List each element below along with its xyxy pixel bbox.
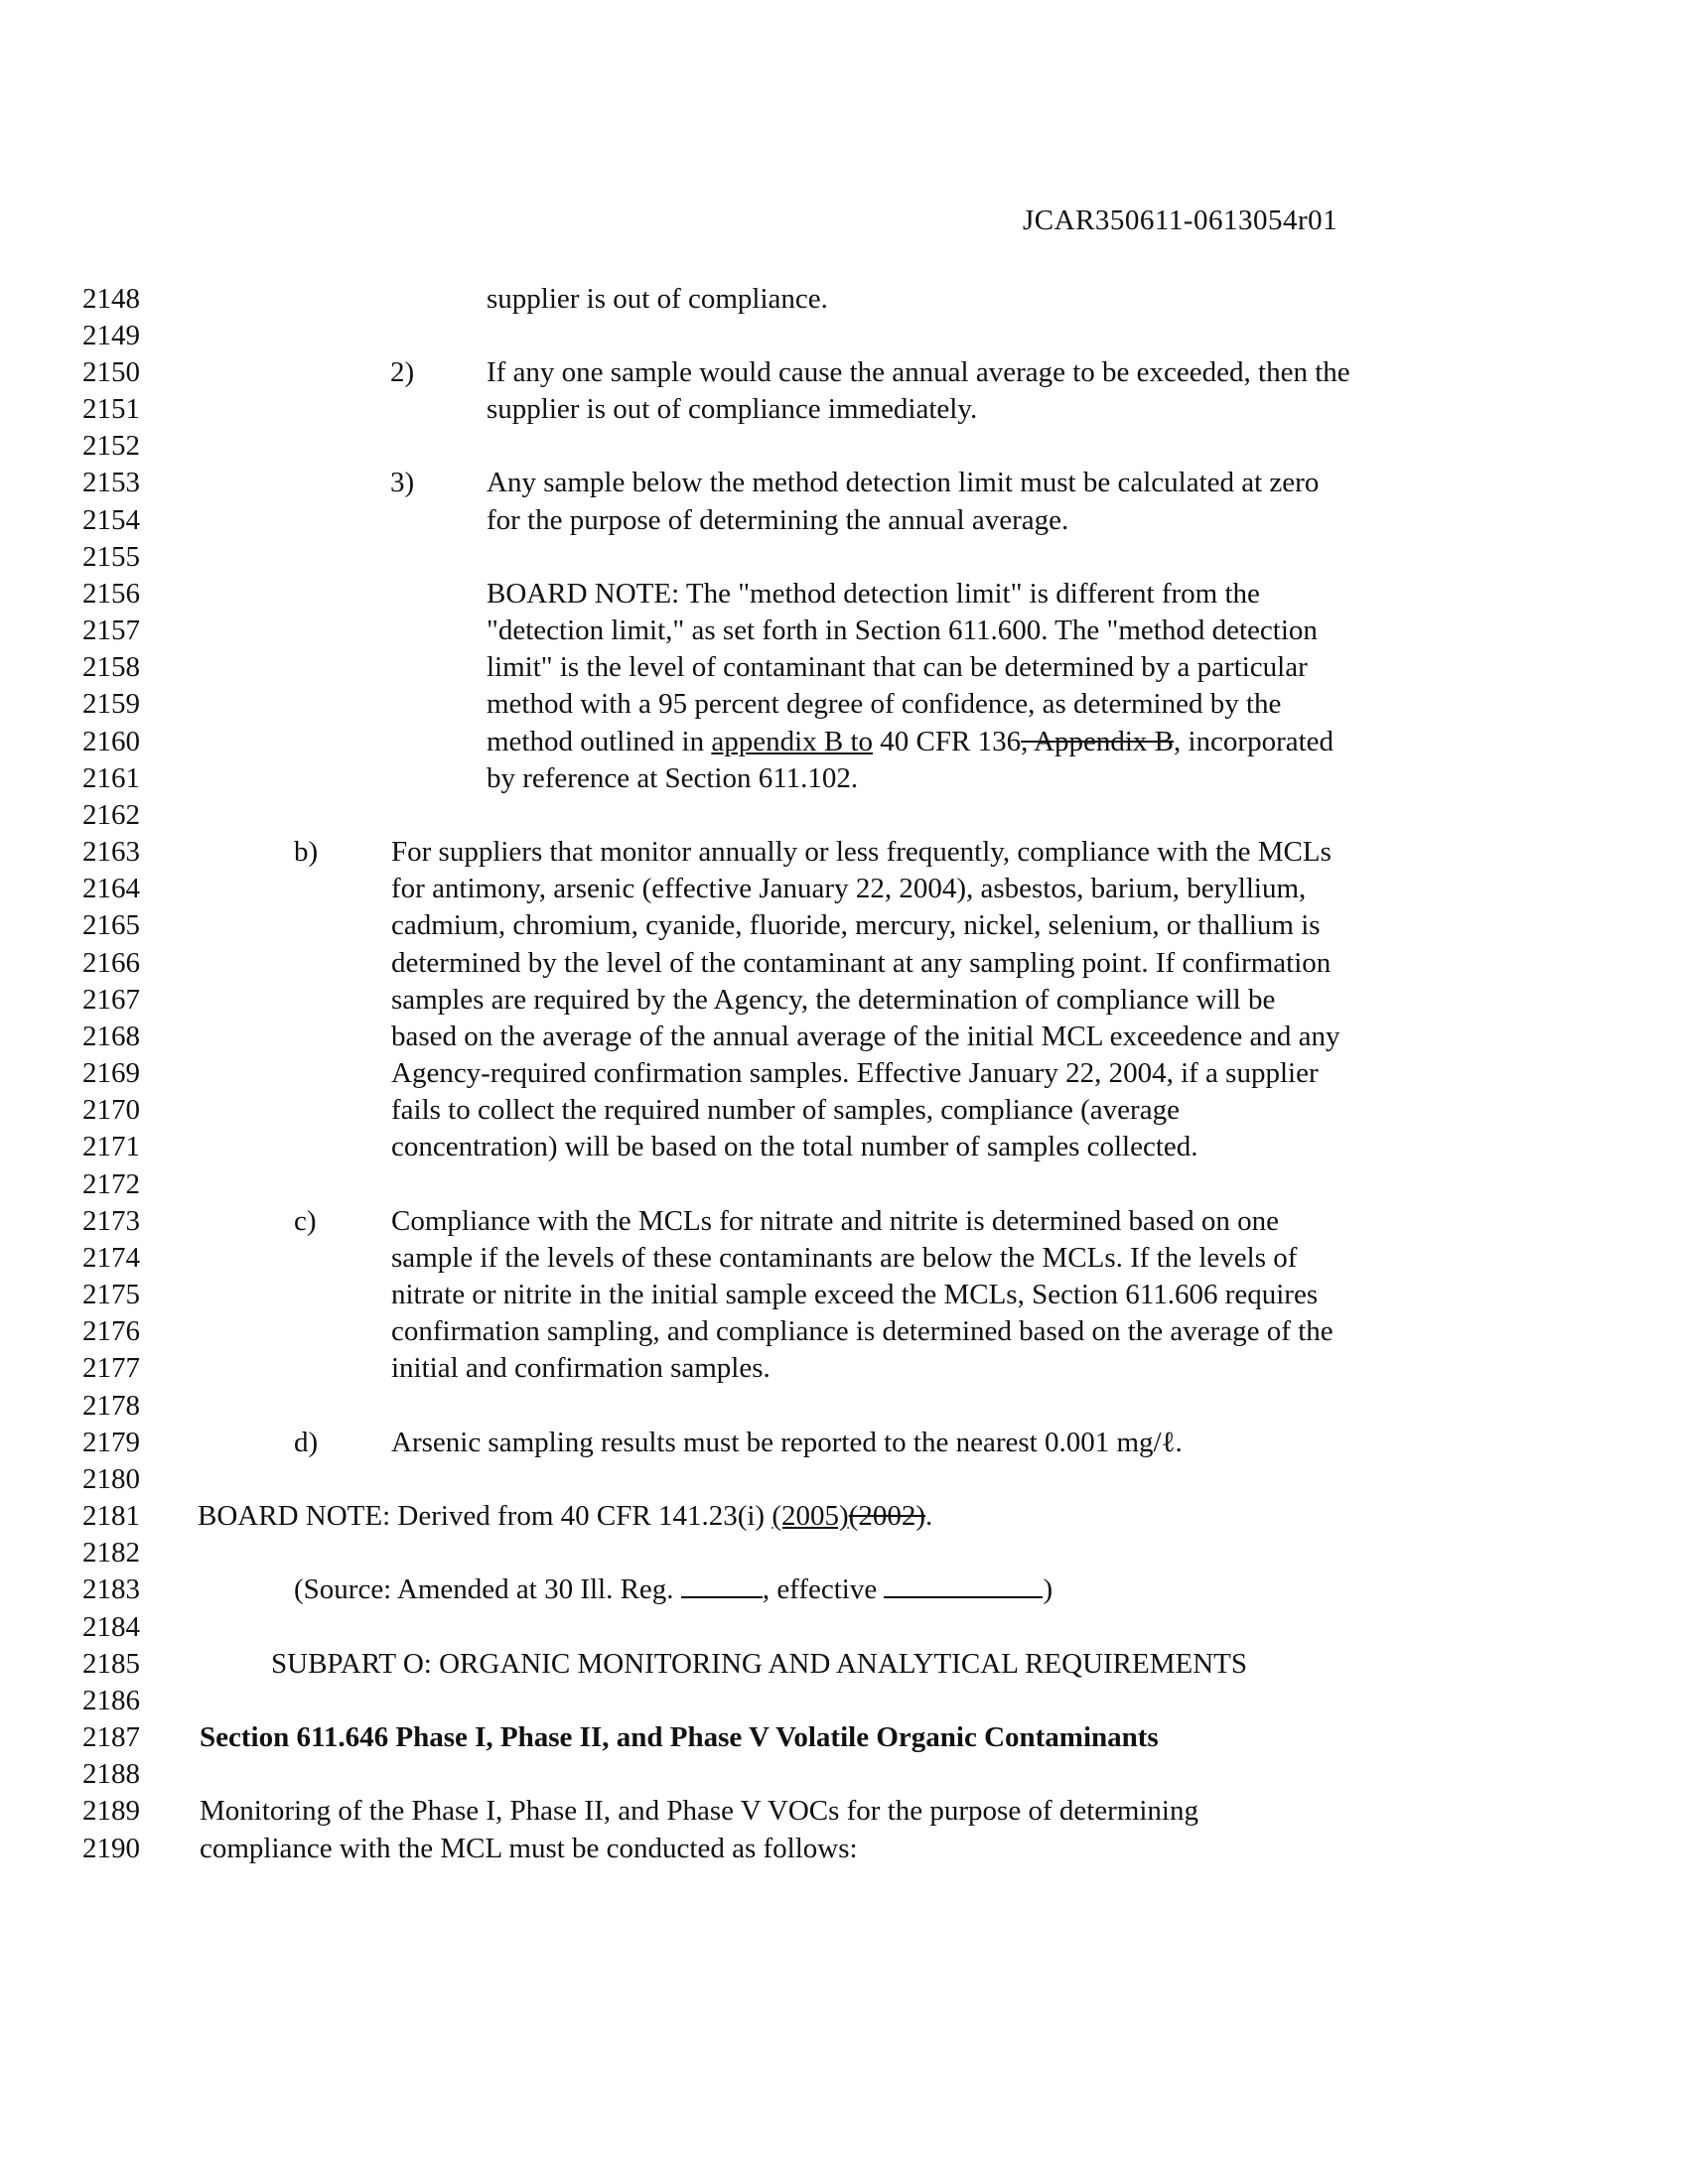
text-line [0,1054,1684,1092]
line-number: 2185 [82,1648,140,1680]
line-number: 2155 [82,541,140,573]
text-line [0,1128,1684,1165]
item-label: 3) [390,467,415,498]
line-number: 2172 [82,1168,140,1200]
text-line [0,464,1684,501]
item-label: b) [294,836,319,868]
line-number: 2181 [82,1500,140,1532]
line-number: 2190 [82,1833,140,1864]
line-number: 2174 [82,1242,140,1274]
line-number: 2168 [82,1021,140,1052]
line-text: "detection limit," as set forth in Section 611.600. The "method detection [487,614,1318,646]
line-number: 2167 [82,984,140,1016]
text-segment: , incorporated [1174,726,1334,757]
text-line [0,1424,1684,1461]
line-text: for antimony, arsenic (effective January 22, 2004), asbestos, barium, beryllium, [391,873,1307,904]
text-line [0,1755,1684,1793]
text-line [0,796,1684,834]
text-line [0,1165,1684,1203]
text-segment: BOARD NOTE: Derived from 40 CFR 141.23(i) [198,1500,772,1532]
line-number: 2170 [82,1094,140,1126]
line-number: 2180 [82,1463,140,1495]
line-text: concentration) will be based on the total number of samples collected. [391,1131,1198,1162]
line-text: confirmation sampling, and compliance is determined based on the average of the [391,1315,1333,1347]
line-number: 2149 [82,320,140,351]
text-line [0,1645,1684,1683]
text-line [0,353,1684,391]
text-line [0,723,1684,760]
document-id: JCAR350611-0613054r01 [1023,205,1338,236]
line-number: 2175 [82,1279,140,1310]
text-line [0,1018,1684,1055]
line-number: 2187 [82,1721,140,1753]
line-number: 2188 [82,1758,140,1790]
source-note [294,1570,1052,1608]
item-label: 2) [390,356,415,388]
line-number: 2169 [82,1057,140,1089]
text-segment: ) [1043,1573,1053,1605]
text-line [0,280,1684,318]
text-line [0,1718,1684,1756]
line-number: 2189 [82,1795,140,1827]
text-line [0,944,1684,982]
inserted-text: (2005) [772,1500,849,1532]
line-text: cadmium, chromium, cyanide, fluoride, mercury, nickel, selenium, or thallium is [391,909,1321,941]
line-text: Arsenic sampling results must be reported to the nearest 0.001 mg/ℓ. [391,1427,1183,1458]
line-text: If any one sample would cause the annual average to be exceeded, then the [487,356,1350,388]
line-number: 2150 [82,356,140,388]
deleted-text: (2002) [848,1500,925,1532]
text-line [0,317,1684,354]
line-number: 2156 [82,578,140,610]
line-number: 2184 [82,1611,140,1643]
line-number: 2159 [82,688,140,720]
line-text: sample if the levels of these contaminants are below the MCLs. If the levels of [391,1242,1298,1274]
line-number: 2148 [82,283,140,315]
line-text: limit" is the level of contaminant that can be determined by a particular [487,651,1308,683]
subpart-heading: SUBPART O: ORGANIC MONITORING AND ANALYTICAL REQUIREMENTS [271,1648,1248,1680]
line-number: 2158 [82,651,140,683]
text-line [0,981,1684,1019]
line-text: Monitoring of the Phase I, Phase II, and Phase V VOCs for the purpose of determining [200,1795,1198,1827]
line-text: For suppliers that monitor annually or less frequently, compliance with the MCLs [391,836,1332,868]
line-number: 2176 [82,1315,140,1347]
line-text: nitrate or nitrite in the initial sample exceed the MCLs, Section 611.606 requires [391,1279,1319,1310]
line-number: 2163 [82,836,140,868]
text-line [0,870,1684,907]
line-number: 2154 [82,504,140,536]
text-line [0,1608,1684,1646]
line-number: 2157 [82,614,140,646]
line-text: Any sample below the method detection limit must be calculated at zero [487,467,1320,498]
text-line [0,759,1684,797]
section-heading: Section 611.646 Phase I, Phase II, and Phase V Volatile Organic Contaminants [200,1721,1159,1753]
text-segment: , effective [762,1573,885,1605]
line-number: 2162 [82,799,140,831]
text-line [0,501,1684,539]
line-number: 2177 [82,1352,140,1384]
line-text: for the purpose of determining the annual average. [487,504,1069,536]
text-line [0,685,1684,723]
text-line [0,1091,1684,1129]
inserted-text: appendix B to [711,726,874,757]
line-text: Agency-required confirmation samples. Effective January 22, 2004, if a supplier [391,1057,1319,1089]
item-label: d) [294,1427,319,1458]
line-number: 2186 [82,1685,140,1716]
line-number: 2179 [82,1427,140,1458]
board-note-text: BOARD NOTE: The "method detection limit" is different from the [487,578,1260,610]
text-line [0,390,1684,428]
text-line [0,1312,1684,1350]
line-text [487,723,1333,760]
line-text: supplier is out of compliance. [487,283,828,315]
text-line [0,1349,1684,1387]
text-line [0,612,1684,649]
text-line [0,1276,1684,1313]
line-number: 2152 [82,430,140,462]
line-number: 2165 [82,909,140,941]
effective-date-blank [884,1574,1043,1598]
line-number: 2178 [82,1390,140,1422]
register-blank [681,1574,763,1598]
line-text: by reference at Section 611.102. [487,762,859,794]
text-line [0,1239,1684,1277]
text-line [0,1830,1684,1867]
line-number: 2153 [82,467,140,498]
text-line [0,1792,1684,1830]
line-number: 2166 [82,947,140,979]
text-line [0,1570,1684,1608]
line-text: supplier is out of compliance immediately. [487,393,978,425]
line-number: 2160 [82,726,140,757]
text-line [0,648,1684,686]
text-line [0,906,1684,944]
line-text: method with a 95 percent degree of confidence, as determined by the [487,688,1282,720]
text-line [0,833,1684,871]
text-line [0,1460,1684,1498]
board-note-derivation [198,1497,932,1535]
text-line [0,427,1684,465]
line-number: 2161 [82,762,140,794]
line-number: 2151 [82,393,140,425]
line-text: Compliance with the MCLs for nitrate and nitrite is determined based on one [391,1205,1279,1237]
line-text: initial and confirmation samples. [391,1352,771,1384]
line-number: 2164 [82,873,140,904]
line-text: fails to collect the required number of samples, compliance (average [391,1094,1180,1126]
line-text: determined by the level of the contaminant at any sampling point. If confirmation [391,947,1332,979]
text-segment: (Source: Amended at 30 Ill. Reg. [294,1573,681,1605]
line-text: samples are required by the Agency, the determination of compliance will be [391,984,1276,1016]
text-line [0,1387,1684,1425]
line-number: 2171 [82,1131,140,1162]
text-segment: method outlined in [487,726,712,757]
text-line [0,538,1684,576]
text-line [0,1682,1684,1719]
line-text: based on the average of the annual average of the initial MCL exceedence and any [391,1021,1340,1052]
text-line [0,1202,1684,1240]
text-segment: 40 CFR 136 [873,726,1022,757]
line-number: 2182 [82,1537,140,1569]
line-number: 2173 [82,1205,140,1237]
deleted-text: , Appendix B [1021,726,1174,757]
line-text: compliance with the MCL must be conducted as follows: [200,1833,858,1864]
item-label: c) [294,1205,317,1237]
text-line [0,575,1684,613]
text-line [0,1534,1684,1571]
line-number: 2183 [82,1573,140,1605]
text-segment: . [925,1500,933,1532]
text-line [0,1497,1684,1535]
